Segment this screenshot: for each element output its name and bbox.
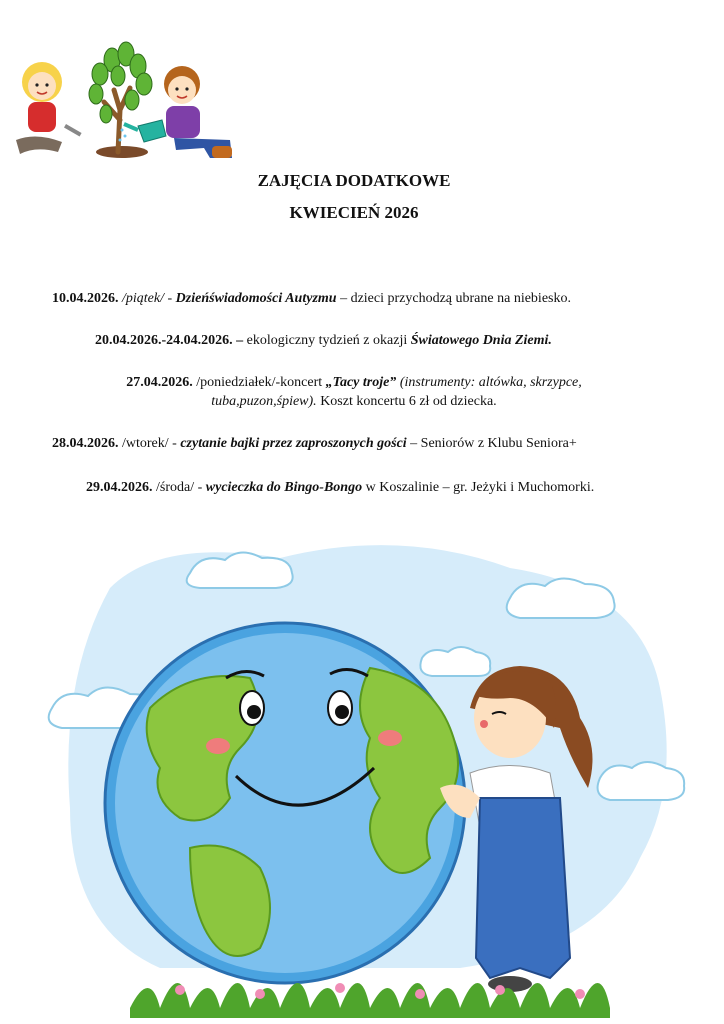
event-day: /poniedziałek/-koncert xyxy=(192,375,326,390)
event-name: Dzieńświadomości Autyzmu xyxy=(175,291,337,306)
event-description: w Koszalinie – gr. Jeżyki i Muchomorki. xyxy=(362,480,595,495)
event-day: /wtorek/ - xyxy=(118,436,181,451)
event-name: Światowego Dnia Ziemi. xyxy=(410,333,552,348)
event-earth-week xyxy=(95,331,695,350)
event-name: wycieczka do Bingo-Bongo xyxy=(205,480,363,495)
children-planting-tree-icon xyxy=(6,40,238,168)
event-separator: - xyxy=(164,291,176,306)
event-trip xyxy=(86,478,706,497)
event-instruments-line2: tuba,puzon,śpiew). xyxy=(211,394,317,409)
title-line-2: KWIECIEŃ 2026 xyxy=(289,203,419,222)
event-date: 28.04.2026. xyxy=(52,436,119,451)
event-description: – Seniorów z Klubu Seniora+ xyxy=(406,436,577,451)
event-dash: – xyxy=(232,333,247,348)
event-concert xyxy=(0,373,708,411)
event-autism-day xyxy=(52,289,692,308)
event-description: – dzieci przychodzą ubrane na niebiesko. xyxy=(336,291,571,306)
event-name: czytanie bajki przez zaproszonych gości xyxy=(180,436,407,451)
event-name: „Tacy troje” xyxy=(325,375,397,390)
event-fairy-tale-reading xyxy=(52,434,712,453)
event-instruments-line1: (instrumenty: altówka, skrzypce, xyxy=(396,375,582,390)
event-description: ekologiczny tydzień z okazji xyxy=(246,333,411,348)
earth-kiss-illustration-icon xyxy=(40,528,690,1018)
event-day: /piątek/ xyxy=(122,291,164,306)
title-line-1: ZAJĘCIA DODATKOWE xyxy=(257,171,451,190)
event-date: 10.04.2026. xyxy=(52,291,119,306)
event-date: 27.04.2026. xyxy=(126,375,193,390)
event-date: 29.04.2026. xyxy=(86,480,153,495)
event-date: 20.04.2026.-24.04.2026. xyxy=(95,333,233,348)
event-day: /środa/ - xyxy=(152,480,206,495)
event-description: Koszt koncertu 6 zł od dziecka. xyxy=(316,394,497,409)
